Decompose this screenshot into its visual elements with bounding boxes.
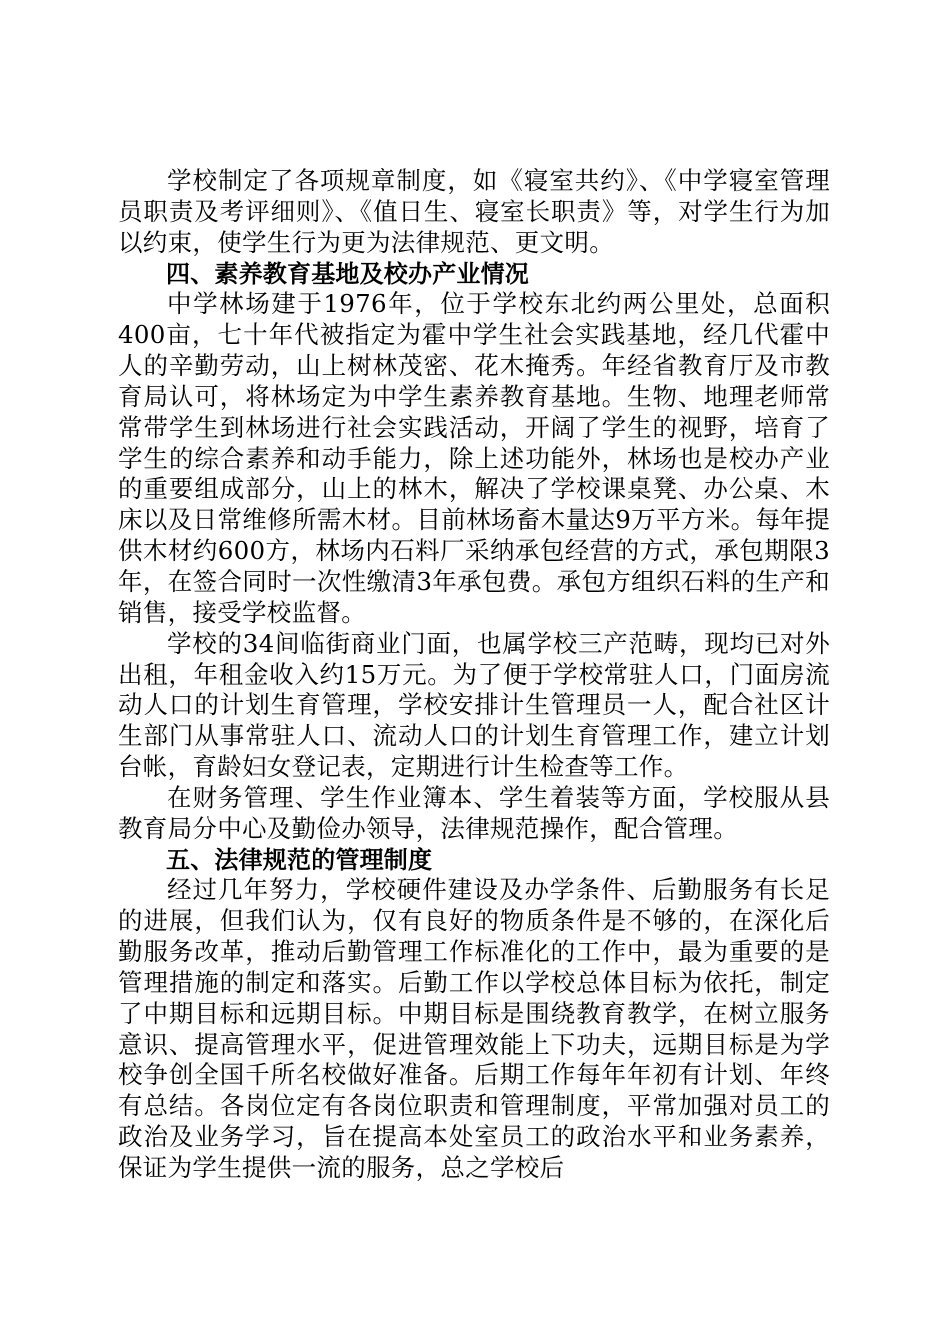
heading-section-four: 四、素养教育基地及校办产业情况	[166, 259, 529, 288]
paragraph-management-system: 经过几年努力，学校硬件建设及办学条件、后勤服务有长足的进展，但我们认为，仅有良好的物质条件是不够的，在深化后勤服务改革，推动后勤管理工作标准化的工作中，最为重要的是管理措施的制定和落实。后勤工作以学校总体目标为依托，制定了中期目标和远期目标。中期目标是围绕教育教学，在树立服务意识、提高管理水平，促进管理效能上下功夫，远期目标是为学校争创全国千所名校做好准备。后期工作每年年初有计划、年终有总结。各岗位定有各岗位职责和管理制度，平常加强对员工的政治及业务学习，旨在提高本处室员工的政治水平和业务素养，保证为学生提供一流的服务，总之学校后	[118, 875, 830, 1182]
paragraph-shopfronts: 学校的34间临街商业门面，也属学校三产范畴，现均已对外出租，年租金收入约15万元。为了便于学校常驻人口，门面房流动人口的计划生育管理，学校安排计生管理员一人，配合社区计生部门从事常驻人口、流动人口的计划生育管理工作，建立计划台帐，育龄妇女登记表，定期进行计生检查等工作。	[118, 628, 830, 782]
heading-section-five: 五、法律规范的管理制度	[166, 845, 433, 874]
paragraph-finance: 在财务管理、学生作业簿本、学生着装等方面，学校服从县教育局分中心及勤俭办领导，法律规范操作，配合管理。	[118, 782, 830, 843]
document-page	[118, 166, 830, 1184]
paragraph-dormitory-rules: 学校制定了各项规章制度，如《寝室共约》、《中学寝室管理员职责及考评细则》、《值日生、寝室长职责》等，对学生行为加以约束，使学生行为更为法律规范、更文明。	[118, 166, 830, 257]
paragraph-forest-farm: 中学林场建于1976年，位于学校东北约两公里处，总面积400亩，七十年代被指定为霍中学生社会实践基地，经几代霍中人的辛勤劳动，山上树林茂密、花木掩秀。年经省教育厅及市教育局认可，将林场定为中学生素养教育基地。生物、地理老师常常带学生到林场进行社会实践活动，开阔了学生的视野，培育了学生的综合素养和动手能力，除上述功能外，林场也是校办产业的重要组成部分，山上的林木，解决了学校课桌凳、办公桌、木床以及日常维修所需木材。目前林场畜木量达9万平方米。每年提供木材约600方，林场内石料厂采纳承包经营的方式，承包期限3年，在签合同时一次性缴清3年承包费。承包方组织石料的生产和销售，接受学校监督。	[118, 289, 830, 627]
